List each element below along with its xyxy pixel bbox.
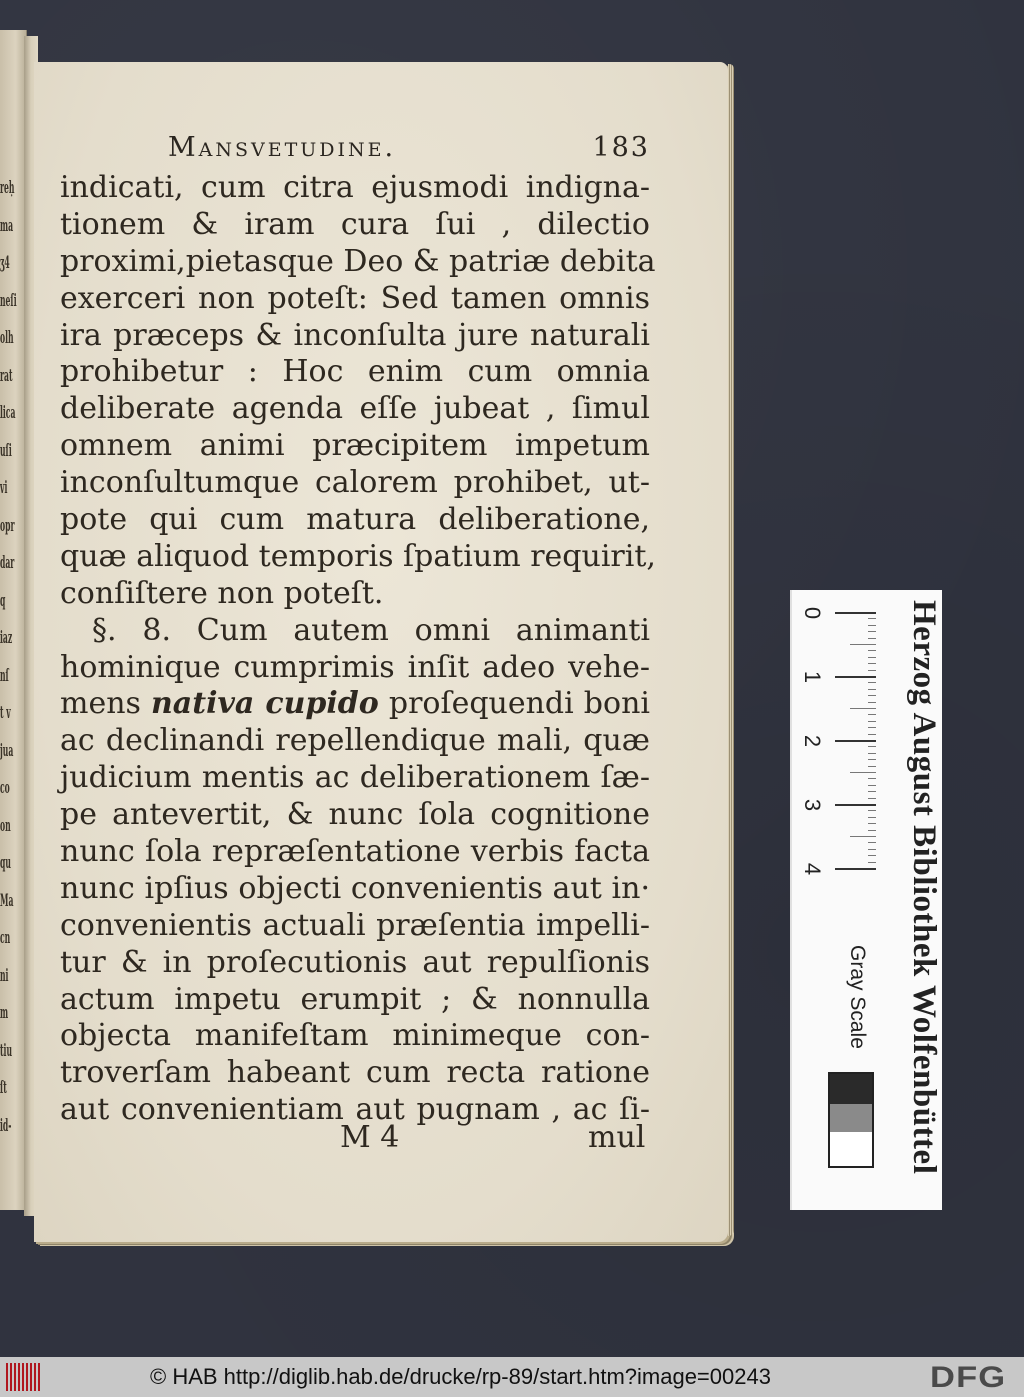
ruler-tick xyxy=(868,798,876,799)
running-head xyxy=(168,132,658,163)
text-line: troverſam habeant cum recta ratione xyxy=(60,1055,650,1091)
body-text xyxy=(60,170,656,1129)
ruler-tick xyxy=(868,727,876,728)
facing-page-fragment: t v xyxy=(0,703,11,723)
text-line: indicati, cum citra ejusmodi indigna- xyxy=(60,170,650,205)
ruler-tick xyxy=(868,650,876,651)
ruler-label: 3 xyxy=(800,798,826,812)
facing-page-fragment: ma xyxy=(0,215,14,236)
text-run: mens xyxy=(60,686,151,722)
text-line: quæ aliquod temporis ſpatium requirit, xyxy=(60,538,656,574)
text-line: tur & in proſecutionis aut repulſionis xyxy=(60,944,650,980)
ruler-tick xyxy=(850,644,876,645)
facing-page-fragment: nſ xyxy=(0,665,9,686)
ruler-tick xyxy=(868,670,876,671)
facing-page-fragment: ni xyxy=(0,965,9,986)
text-line: pote qui cum matura deliberatione, xyxy=(60,502,650,538)
text-run: proſequendi boni xyxy=(378,686,650,722)
ruler-tick xyxy=(868,657,876,658)
text-line: actum impetu erumpit ; & nonnulla xyxy=(60,981,650,1017)
ruler-tick xyxy=(868,842,876,843)
text-line: nunc ſola repræſentatione verbis facta xyxy=(60,834,650,870)
text-line: pe antevertit, & nunc ſola cognitione xyxy=(60,797,650,833)
facing-page-fragment: opr xyxy=(0,515,15,536)
facing-page-fragment: q xyxy=(0,590,6,611)
facing-page-fragment: rat xyxy=(0,365,13,386)
ruler-label: 0 xyxy=(800,606,826,620)
gray-scale-swatches xyxy=(828,1072,874,1168)
ruler-tick xyxy=(835,804,876,806)
facing-page-fragment: olh xyxy=(0,328,14,348)
text-line: prohibetur : Hoc enim cum omnia xyxy=(60,354,650,390)
ruler-tick xyxy=(868,791,876,792)
ruler-tick xyxy=(835,868,876,870)
text-line: hominique cumprimis inſit adeo vehe- xyxy=(60,649,650,685)
facing-page-fragment: dar xyxy=(0,553,15,573)
text-line: inconſultumque calorem prohibet, ut- xyxy=(60,465,650,501)
catchword: mul xyxy=(588,1120,646,1155)
ruler-tick xyxy=(835,740,876,742)
ruler-tick xyxy=(868,625,876,626)
text-line: objecta manifeſtam minimeque con- xyxy=(60,1018,650,1054)
ruler-tick xyxy=(850,708,876,709)
ruler-tick xyxy=(868,855,876,856)
text-line: omnem animi præcipitem impetum xyxy=(60,428,650,464)
italic-phrase: nativa cupido xyxy=(151,686,379,722)
facing-page-fragment: co xyxy=(0,778,10,798)
text-line: ac declinandi repellendique mali, quæ xyxy=(60,723,650,759)
ruler-tick xyxy=(868,785,876,786)
facing-page-fragment: ʒ4 xyxy=(0,253,10,273)
ruler-tick xyxy=(868,817,876,818)
facing-page-fragment: ſt xyxy=(0,1078,7,1098)
page-number: 183 xyxy=(592,132,650,163)
facing-page-fragment: id- xyxy=(0,1115,12,1136)
facing-page-fragment: qu xyxy=(0,853,11,873)
facing-page-fragment: on xyxy=(0,815,11,836)
text-line: conſiſtere non poteſt. xyxy=(60,575,384,611)
text-line: judicium mentis ac deliberationem ſæ- xyxy=(60,760,650,796)
facing-page-fragment: cn xyxy=(0,928,11,948)
running-head-title: Mansvetudine. xyxy=(168,132,397,163)
facing-page-fragment: Ma xyxy=(0,890,14,911)
ruler-tick xyxy=(850,772,876,773)
facing-page-fragment: lica xyxy=(0,403,16,423)
dfg-logo: DFG xyxy=(930,1361,1007,1394)
ruler-tick xyxy=(868,663,876,664)
facing-page-fragment: jua xyxy=(0,740,14,761)
ruler-tick xyxy=(868,631,876,632)
ruler-label: 1 xyxy=(800,670,826,684)
ruler-tick xyxy=(868,734,876,735)
ruler-tick xyxy=(868,618,876,619)
ruler-tick xyxy=(868,778,876,779)
text-line: deliberate agenda eſſe jubeat , ſimul xyxy=(60,391,650,427)
text-line: exerceri non poteſt: Sed tamen omnis xyxy=(60,280,650,316)
facing-page-fragment: reḥ xyxy=(0,178,15,198)
ruler-tick xyxy=(850,836,876,837)
ruler-label: 2 xyxy=(800,734,826,748)
ruler-tick xyxy=(868,695,876,696)
text-line: nunc ipſius objecti convenientis aut in· xyxy=(60,870,650,906)
ruler-tick xyxy=(868,830,876,831)
swatch-gray xyxy=(830,1104,872,1132)
ruler-tick xyxy=(868,714,876,715)
text-line-with-italic xyxy=(60,686,650,723)
facing-page-fragment: iaz xyxy=(0,628,13,648)
ruler-tick xyxy=(868,638,876,639)
facing-page-fragment: tiu xyxy=(0,1040,13,1061)
ruler-tick xyxy=(868,753,876,754)
section-heading-line: §. 8. Cum autem omni animanti xyxy=(92,612,650,648)
facing-page-edge xyxy=(0,30,27,1210)
text-line: convenientis actuali præſentia impelli- xyxy=(60,907,650,943)
ruler-tick xyxy=(868,849,876,850)
hab-logo-icon xyxy=(6,1363,42,1391)
text-line: tionem & iram cura ſui , dilectio xyxy=(60,206,650,242)
gray-scale-label: Gray Scale xyxy=(846,945,869,1049)
facing-page-fragment: uſi xyxy=(0,440,12,461)
ruler-tick xyxy=(868,746,876,747)
ruler-tick xyxy=(868,759,876,760)
ruler-tick xyxy=(868,862,876,863)
footer-bar xyxy=(0,1357,1024,1397)
ruler-tick xyxy=(868,766,876,767)
signature-mark: M 4 xyxy=(340,1120,400,1155)
institution-label: Herzog August Bibliothek Wolfenbüttel xyxy=(906,600,942,1175)
ruler-tick xyxy=(868,823,876,824)
ruler-label: 4 xyxy=(800,862,826,876)
facing-page-fragment: neſi xyxy=(0,290,17,311)
text-line: ira præceps & inconſulta jure naturali xyxy=(60,317,650,353)
ruler-tick xyxy=(835,612,876,614)
ruler-tick xyxy=(868,702,876,703)
text-line: aut convenientiam aut pugnam , ac ſi- xyxy=(60,1092,650,1128)
ruler-tick xyxy=(868,810,876,811)
facing-page-fragment: m xyxy=(0,1003,9,1023)
facing-page-fragment: vi xyxy=(0,478,8,498)
ruler-tick xyxy=(868,689,876,690)
swatch-black xyxy=(830,1074,872,1104)
ruler-tick xyxy=(835,676,876,678)
ruler-tick xyxy=(868,721,876,722)
ruler-tick xyxy=(868,682,876,683)
swatch-white xyxy=(830,1132,872,1166)
copyright-url[interactable]: © HAB http://diglib.hab.de/drucke/rp-89/start.htm?image=00243 xyxy=(150,1364,771,1389)
text-line: proximi,pietasque Deo & patriæ debita xyxy=(60,243,656,279)
